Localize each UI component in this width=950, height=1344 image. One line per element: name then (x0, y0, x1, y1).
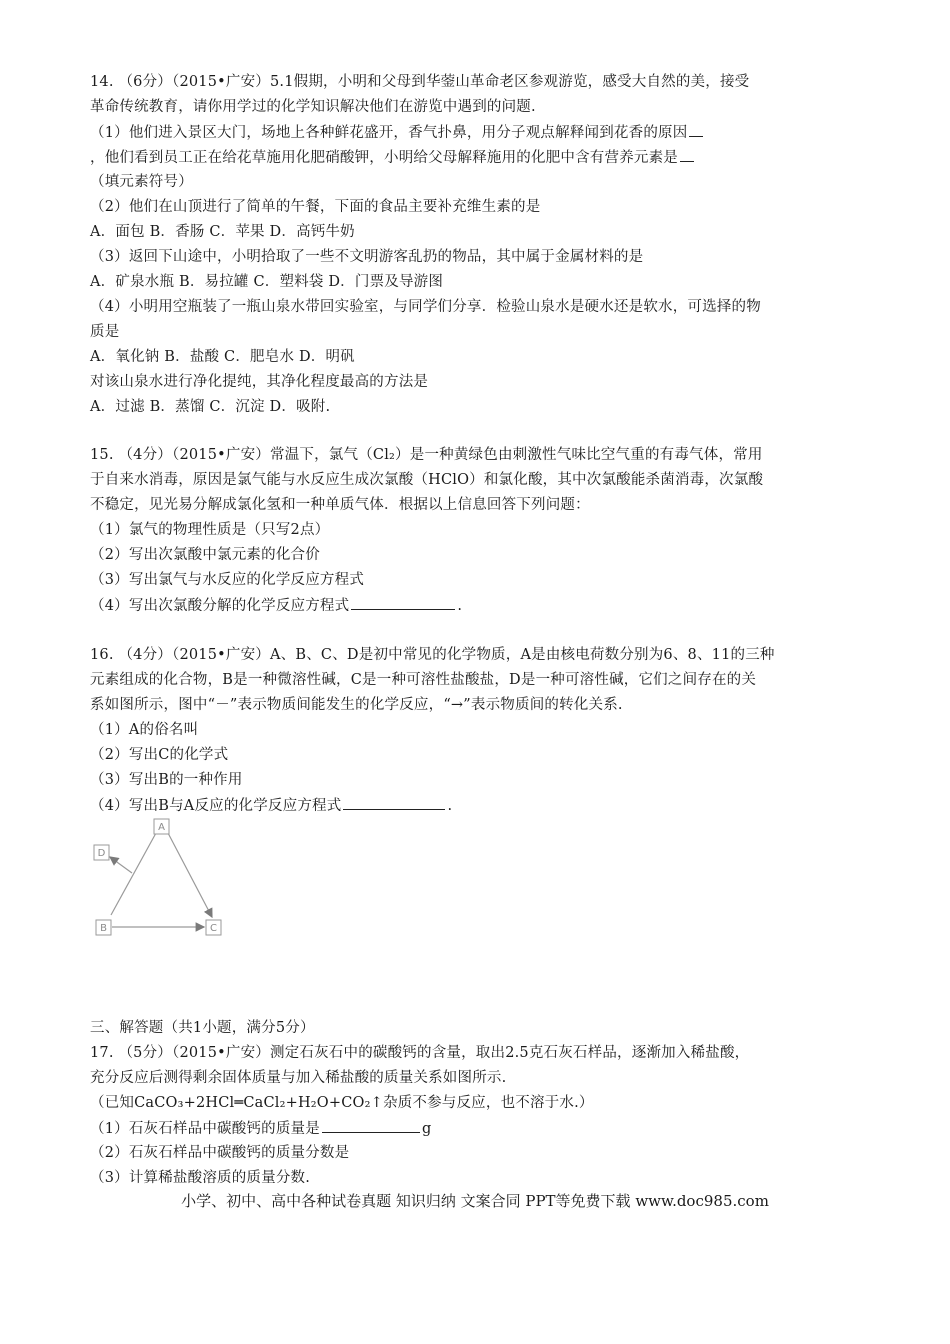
answer-blank[interactable] (680, 147, 694, 162)
answer-blank[interactable] (322, 1118, 420, 1133)
q17-line-2: 充分反应后测得剩余固体质量与加入稀盐酸的质量关系如图所示. (90, 1070, 507, 1086)
q15-line-1: 15. （4分）（2015•广安）常温下，氯气（Cl₂）是一种黄绿色由刺激性气味比空气重的有毒气体，常用 (90, 447, 763, 463)
q14-line-5: （填元素符号） (90, 174, 193, 190)
q17-line-5: （2）石灰石样品中碳酸钙的质量分数是 (90, 1145, 350, 1161)
q17-line-1: 17. （5分）（2015•广安）测定石灰石中的碳酸钙的含量，取出2.5克石灰石样品，逐渐加入稀盐酸， (90, 1045, 750, 1061)
q14-line-13: 对该山泉水进行净化提纯，其净化程度最高的方法是 (90, 374, 429, 390)
q16-line-4: （1）A的俗名叫 (90, 722, 199, 738)
answer-blank[interactable] (351, 595, 455, 610)
q14-line-9: A．矿泉水瓶 B．易拉罐 C．塑料袋 D．门票及导游图 (90, 274, 444, 290)
svg-text:D: D (97, 848, 106, 859)
node-a (154, 819, 169, 834)
q16-line-1: 16. （4分）（2015•广安）A、B、C、D是初中常见的化学物质，A是由核电荷数分别为6、8、11的三种 (90, 647, 775, 663)
q15-line-4: （1）氯气的物理性质是（只写2点） (90, 522, 330, 538)
svg-text:C: C (210, 923, 217, 934)
q15-line-7: （4）写出次氯酸分解的化学反应方程式 . (90, 595, 462, 616)
node-d (94, 845, 109, 860)
q16-line-3: 系如图所示，图中“－”表示物质间能发生的化学反应，“→”表示物质间的转化关系. (90, 697, 623, 713)
q15-line-3: 不稳定，见光易分解成氯化氢和一种单质气体．根据以上信息回答下列问题： (90, 497, 590, 513)
q16-line-7: （4）写出B与A反应的化学反应方程式 . (90, 795, 452, 816)
edge-to-d (110, 857, 132, 873)
q15-line-6: （3）写出氯气与水反应的化学反应方程式 (90, 572, 365, 588)
q17-line-3: （已知CaCO₃+2HCl═CaCl₂+H₂O+CO₂↑杂质不参与反应，也不溶于水.） (90, 1095, 594, 1111)
q14-line-12: A．氧化钠 B．盐酸 C．肥皂水 D．明矾 (90, 349, 355, 365)
relationship-diagram (88, 815, 238, 945)
q15-line-2: 于自来水消毒，原因是氯气能与水反应生成次氯酸（HClO）和氯化酸，其中次氯酸能杀菌消毒，次氯酸 (90, 472, 764, 488)
q17-line-4: （1）石灰石样品中碳酸钙的质量是 g (90, 1118, 431, 1139)
answer-blank[interactable] (343, 795, 445, 810)
answer-blank[interactable] (689, 122, 703, 137)
q14-line-1: 14. （6分）（2015•广安）5.1假期，小明和父母到华蓥山革命老区参观游览，感受大自然的美，接受 (90, 74, 750, 90)
q14-line-2: 革命传统教育，请你用学过的化学知识解决他们在游览中遇到的问题. (90, 99, 536, 115)
q14-line-6: （2）他们在山顶进行了简单的午餐，下面的食品主要补充维生素的是 (90, 199, 541, 215)
node-b (96, 920, 111, 935)
q14-line-8: （3）返回下山途中，小明拾取了一些不文明游客乱扔的物品，其中属于金属材料的是 (90, 249, 644, 265)
q16-line-5: （2）写出C的化学式 (90, 747, 229, 763)
q14-line-14: A．过滤 B．蒸馏 C．沉淀 D．吸附. (90, 399, 331, 415)
q14-line-4: ，他们看到员工正在给花草施用化肥硝酸钾，小明给父母解释施用的化肥中含有营养元素是 (90, 147, 696, 168)
svg-text:A: A (158, 822, 165, 833)
page-footer: 小学、初中、高中各种试卷真题 知识归纳 文案合同 PPT等免费下载 www.doc985.com (181, 1192, 769, 1210)
edge-a-b (111, 833, 156, 915)
q14-line-3: （1）他们进入景区大门，场地上各种鲜花盛开，香气扑鼻，用分子观点解释闻到花香的原因 (90, 122, 705, 143)
section-heading: 三、解答题（共1小题，满分5分） (90, 1020, 315, 1036)
q17-line-6: （3）计算稀盐酸溶质的质量分数. (90, 1170, 311, 1186)
q16-line-6: （3）写出B的一种作用 (90, 772, 243, 788)
edge-a-c (168, 833, 212, 917)
svg-text:B: B (100, 923, 107, 934)
q16-line-2: 元素组成的化合物，B是一种微溶性碱，C是一种可溶性盐酸盐，D是一种可溶性碱，它们之间存在的关 (90, 672, 757, 688)
q14-line-11: 质是 (90, 324, 120, 340)
q14-line-10: （4）小明用空瓶装了一瓶山泉水带回实验室，与同学们分享．检验山泉水是硬水还是软水，可选择的物 (90, 299, 761, 315)
q14-line-7: A．面包 B．香肠 C．苹果 D．高钙牛奶 (90, 224, 355, 240)
q15-line-5: （2）写出次氯酸中氯元素的化合价 (90, 547, 320, 563)
node-c (206, 920, 221, 935)
